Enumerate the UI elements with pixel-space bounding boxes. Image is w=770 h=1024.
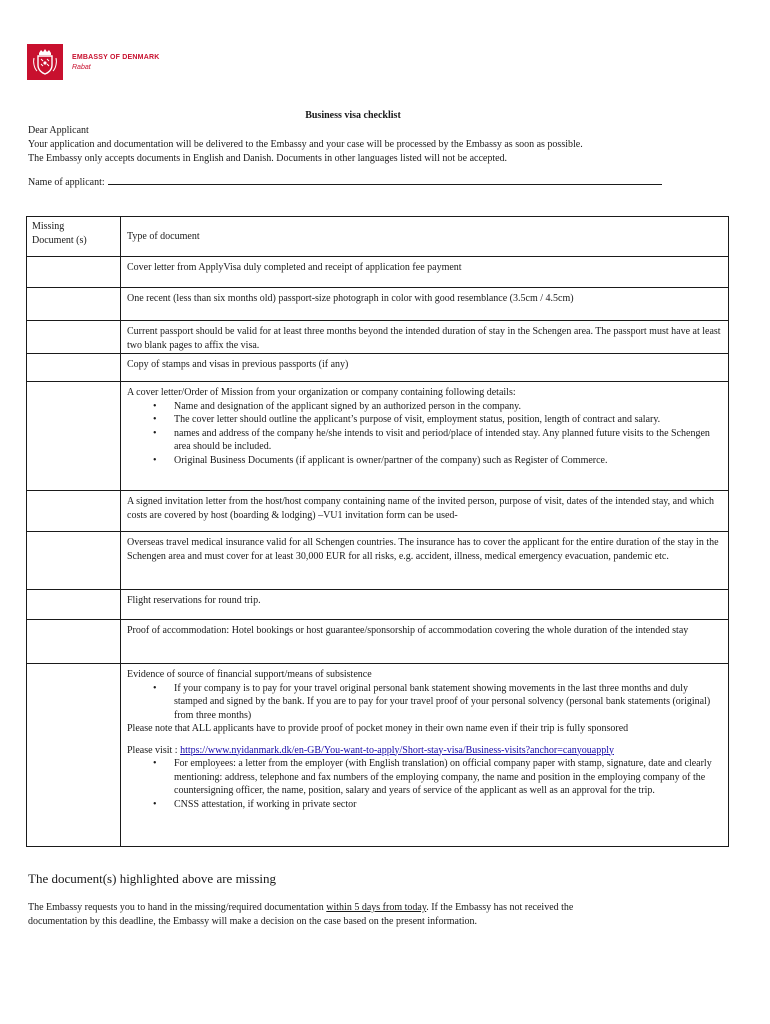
list-item: • names and address of the company he/she intends to visit and period/place of intended stay. Any planned future visits to the Schengen area should be included. — [174, 427, 723, 454]
table-header-row — [27, 217, 729, 257]
document-cell: A signed invitation letter from the host/host company containing name of the invited person, purpose of visit, dates of the intended stay, and which costs are covered by host (boarding & lodging) –VU1 invitation form can be used- — [121, 491, 729, 532]
missing-checkbox-cell[interactable] — [27, 321, 121, 354]
table-row — [27, 321, 729, 354]
list-item: • The cover letter should outline the applicant’s purpose of visit, employment status, position, length of contract and salary. — [174, 413, 723, 427]
missing-checkbox-cell[interactable] — [27, 491, 121, 532]
list-item: • For employees: a letter from the employer (with English translation) on official company paper with stamp, signature, date and clearly mentioning: address, telephone and fax numbers of the employing company, the name and position in the employing company of the countersigning officer, the name, position, salary and years of service of the applicant as well as an approval for the trip. — [174, 757, 723, 798]
header-missing-line2: Document (s) — [32, 235, 87, 246]
logo-text — [72, 53, 159, 73]
missing-checkbox-cell[interactable] — [27, 664, 121, 847]
applicant-name-label: Name of applicant: — [28, 177, 105, 188]
header-type-cell: Type of document — [121, 217, 729, 257]
applicant-name-field — [28, 176, 662, 188]
detail-bullet-list — [127, 400, 723, 468]
table-row — [27, 382, 729, 491]
missing-heading: The document(s) highlighted above are missing — [28, 871, 277, 886]
deadline-text-2: . If the Embassy has not received the — [426, 902, 574, 913]
missing-checkbox-cell[interactable] — [27, 382, 121, 491]
greeting: Dear Applicant — [28, 125, 89, 136]
intro-line-2: The Embassy only accepts documents in English and Danish. Documents in other languages listed will not be accepted. — [28, 153, 508, 164]
logo-embassy-name: EMBASSY OF DENMARK — [72, 54, 160, 61]
missing-checkbox-cell[interactable] — [27, 354, 121, 382]
crest-icon — [27, 44, 63, 80]
table-row — [27, 620, 729, 664]
table-row — [27, 532, 729, 590]
document-cell: Flight reservations for round trip. — [121, 590, 729, 620]
deadline-line-2: documentation by this deadline, the Embassy will make a decision on the case based on the present information. — [28, 916, 478, 927]
document-text: Evidence of source of financial support/means of subsistence — [127, 669, 372, 680]
document-cell — [121, 664, 729, 847]
logo-city: Rabat — [72, 64, 91, 71]
missing-checkbox-cell[interactable] — [27, 532, 121, 590]
deadline-paragraph — [28, 901, 728, 929]
checklist-table — [26, 216, 729, 847]
document-cell: One recent (less than six months old) passport-size photograph in color with good resemblance (3.5cm / 4.5cm) — [121, 288, 729, 321]
financial-bullet-list — [127, 682, 723, 723]
missing-checkbox-cell[interactable] — [27, 288, 121, 321]
employee-bullet-list — [127, 757, 723, 811]
table-row — [27, 664, 729, 847]
visit-line — [127, 744, 723, 758]
missing-checkbox-cell[interactable] — [27, 620, 121, 664]
deadline-line-1 — [28, 901, 728, 915]
list-item: • Name and designation of the applicant signed by an authorized person in the company. — [174, 400, 723, 414]
applicant-name-blank[interactable] — [108, 176, 662, 185]
document-text: A cover letter/Order of Mission from your organization or company containing following details: — [127, 387, 516, 398]
header-missing-line1: Missing — [32, 221, 65, 232]
list-item: • Original Business Documents (if applicant is owner/partner of the company) such as Register of Commerce. — [174, 454, 723, 468]
document-cell — [121, 382, 729, 491]
intro-paragraph — [28, 124, 728, 166]
document-title: Business visa checklist — [305, 110, 401, 121]
document-cell: Proof of accommodation: Hotel bookings or host guarantee/sponsorship of accommodation covering the whole duration of the intended stay — [121, 620, 729, 664]
list-item: • If your company is to pay for your travel original personal bank statement showing movements in the last three months and duly stamped and signed by the bank. If you are to pay for your travel proof of your personal solvency (personal bank statements (original) from three months) — [174, 682, 723, 723]
document-cell: Copy of stamps and visas in previous passports (if any) — [121, 354, 729, 382]
header-missing-cell — [27, 217, 121, 257]
table-row — [27, 288, 729, 321]
document-cell: Cover letter from ApplyVisa duly completed and receipt of application fee payment — [121, 257, 729, 288]
intro-line-1: Your application and documentation will be delivered to the Embassy and your case will be processed by the Embassy as soon as possible. — [28, 139, 583, 150]
table-row — [27, 491, 729, 532]
document-cell: Current passport should be valid for at least three months beyond the intended duration of stay in the Schengen area. The passport must have at least two blank pages to affix the visa. — [121, 321, 729, 354]
table-row — [27, 354, 729, 382]
table-row — [27, 257, 729, 288]
missing-checkbox-cell[interactable] — [27, 257, 121, 288]
visit-label: Please visit : — [127, 744, 178, 756]
missing-checkbox-cell[interactable] — [27, 590, 121, 620]
table-row — [27, 590, 729, 620]
embassy-logo — [27, 44, 159, 80]
deadline-underlined: within 5 days from today — [326, 902, 427, 913]
pocket-money-note: Please note that ALL applicants have to provide proof of pocket money in their own name even if their trip is fully sponsored — [127, 723, 629, 734]
deadline-text-1: The Embassy requests you to hand in the missing/required documentation — [28, 902, 327, 913]
list-item: • CNSS attestation, if working in private sector — [174, 798, 723, 812]
document-cell: Overseas travel medical insurance valid for all Schengen countries. The insurance has to cover the applicant for the entire duration of the stay in the Schengen area and must cover for at least 30,000 EUR for all risks, e.g. accident, illness, medical emergency evacuation, pandemic etc. — [121, 532, 729, 590]
nyidanmark-link[interactable]: https://www.nyidanmark.dk/en-GB/You-want-to-apply/Short-stay-visa/Business-visits?anchor=canyouapply — [180, 744, 614, 756]
